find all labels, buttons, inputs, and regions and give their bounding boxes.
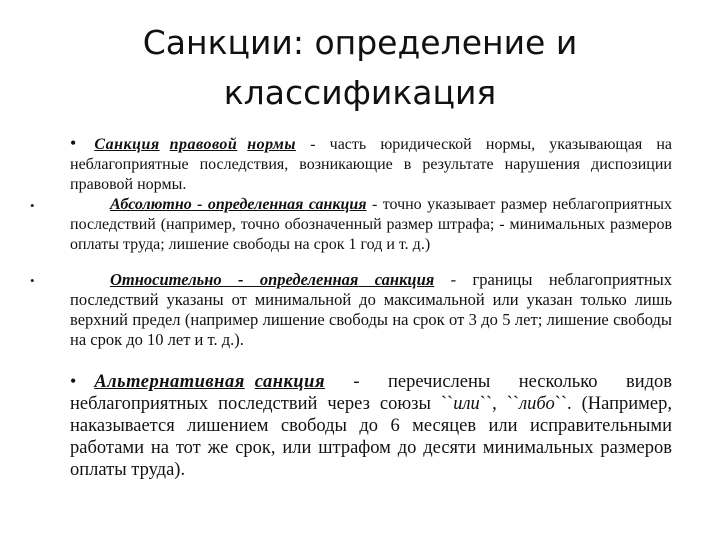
- definition-text: - часть юридической нормы, указывающая на неблагоприятные последствия, возникающие в результате нарушения диспозиции правовой нормы.: [70, 136, 673, 193]
- term-alternative-2: санкция: [254, 372, 325, 392]
- term-sanction-1: Санкция: [94, 136, 160, 153]
- absolute-sanction-paragraph: [70, 195, 672, 255]
- definition-paragraph: [70, 133, 672, 195]
- inline-bullet: •: [70, 133, 77, 153]
- inline-bullet: •: [70, 371, 77, 391]
- title-line-2: классификация: [223, 73, 497, 112]
- alternative-sanction-paragraph: [70, 370, 672, 481]
- word-or: или: [453, 394, 480, 414]
- term-relative-sanction: Относительно - определенная санкция: [110, 270, 435, 289]
- term-absolute-sanction: Абсолютно - определенная санкция: [110, 196, 367, 213]
- relative-sanction-text: - границы неблагоприятных последствий указаны от минимальной до максимальной или указан только лишь верхний предел (например лишение свободы на срок от 3 до 5 лет; лишение свободы на срок до 10 лет и т. д.).: [70, 270, 673, 349]
- slide-title: [60, 18, 660, 118]
- relative-sanction-paragraph: [70, 270, 672, 350]
- absolute-sanction-text: - точно указывает размер неблагоприятных последствий (например, точно обозначенный размер штрафа; - минимальных размеров оплаты труда; лишение свободы на срок 1 год и т. д.): [70, 196, 672, 253]
- bullet-marker: •: [30, 273, 35, 288]
- term-alternative-1: Альтернативная: [94, 372, 245, 392]
- term-sanction-2: правовой: [169, 136, 238, 153]
- alternative-text-mid: ``, ``: [479, 394, 520, 414]
- word-either: либо: [519, 394, 555, 414]
- alternative-text-after: ``. (Например, наказывается лишением свободы до 6 месяцев или исправительными работами на тот же срок, или штрафом до десяти минимальных размеров оплаты труда).: [70, 394, 672, 480]
- term-sanction-3: нормы: [247, 136, 296, 153]
- bullet-marker: •: [30, 198, 35, 213]
- title-line-1: Санкции: определение и: [142, 23, 578, 62]
- alternative-text-before: - перечислены несколько видов неблагоприятных последствий через союзы ``: [70, 372, 672, 414]
